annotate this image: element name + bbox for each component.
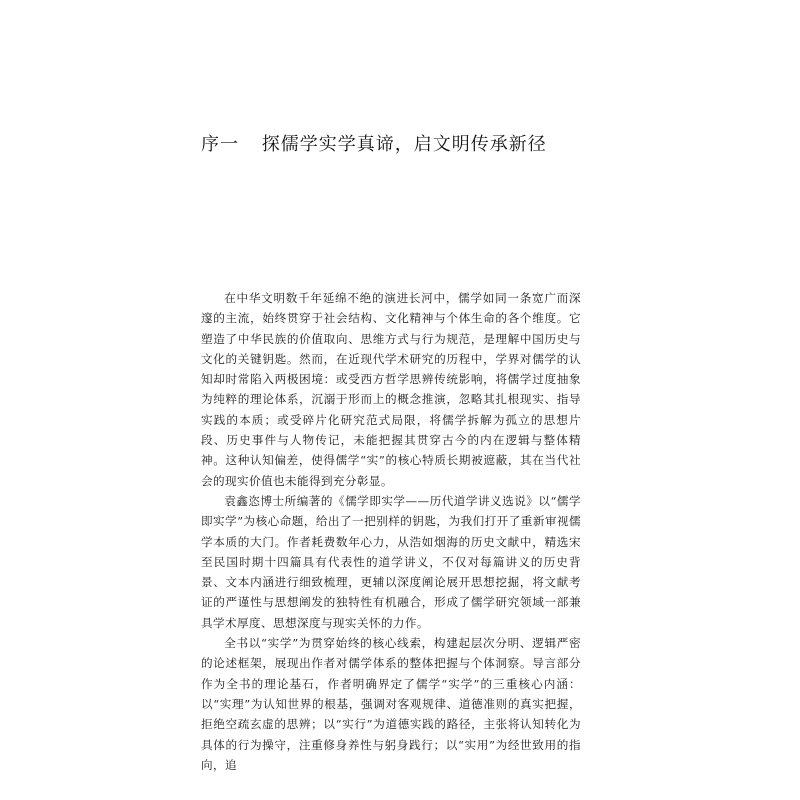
paragraph-2: 袁鑫恣博士所编著的《儒学即实学——历代道学讲义选说》以“儒学即实学”为核心命题，给出了一把别样的钥匙，为我们打开了重新审视儒学本质的大门。作者耗费数年心力，从浩如烟海的历史文献中，精选宋至民国时期十四篇具有代表性的道学讲义，不仅对每篇讲义的历史背景、文本内涵进行细致梳理，更辅以深度阐论展开思想挖掘，将文献考证的严谨性与思想阐发的独特性有机融合，形成了儒学研究领域一部兼具学术厚度、思想深度与现实关怀的力作。 — [201, 493, 581, 630]
preface-title — [201, 131, 621, 159]
paragraph-3: 全书以“实学”为贯穿始终的核心线索，构建起层次分明、逻辑严密的论述框架，展现出作者对儒学体系的整体把握与个体洞察。导言部分作为全书的理论基石，作者明确界定了儒学“实学”的三重核心内涵：以“实理”为认知世界的根基，强调对客观规律、道德准则的真实把握，拒绝空疏玄虚的思辨；以“实行”为道德实践的路径，主张将认知转化为具体的行为操守，注重修身养性与躬身践行；以“实用”为经世致用的指向，追 — [201, 636, 581, 772]
preface-title-text: 探儒学实学真谛，启文明传承新径 — [261, 134, 547, 155]
preface-body — [201, 288, 581, 775]
preface-label: 序一 — [201, 134, 239, 155]
paragraph-1: 在中华文明数千年延绵不绝的演进长河中，儒学如同一条宽广而深邃的主流，始终贯穿于社会结构、文化精神与个体生命的各个维度。它塑造了中华民族的价值取向、思维方式与行为规范，是理解中国历史与文化的关键钥匙。然而，在近现代学术研究的历程中，学界对儒学的认知却时常陷入两极困境：或受西方哲学思辨传统影响，将儒学过度抽象为纯粹的理论体系，沉溺于形而上的概念推演，忽略其扎根现实、指导实践的本质；或受碎片化研究范式局限，将儒学拆解为孤立的思想片段、历史事件与人物传记，未能把握其贯穿古今的内在逻辑与整体精神。这种认知偏差，使得儒学“实”的核心特质长期被遮蔽，其在当代社会的现实价值也未能得到充分彰显。 — [201, 291, 581, 488]
